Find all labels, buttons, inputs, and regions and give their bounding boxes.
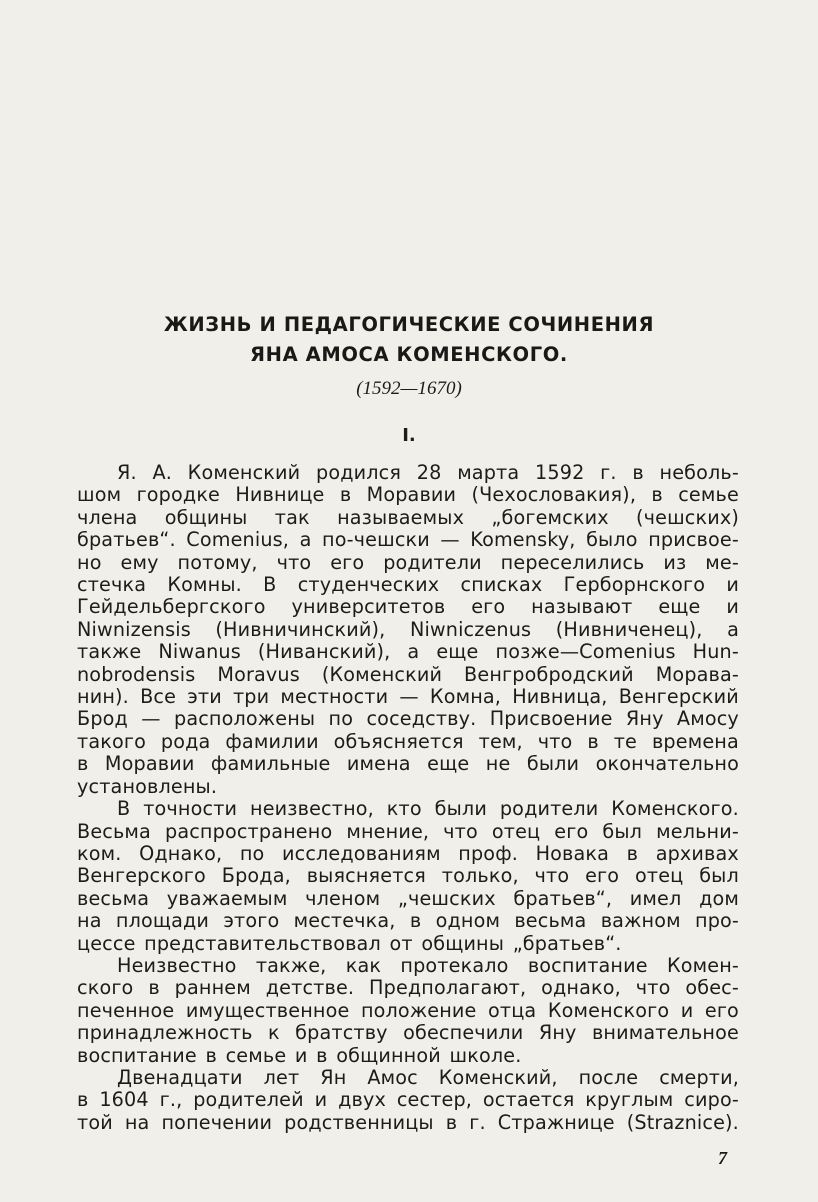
text-line [77,664,739,686]
section-number: I. [402,425,416,446]
word: был [602,819,643,843]
word: установлены. [77,774,218,798]
word: в [316,1043,328,1067]
word: Комны. [167,573,242,597]
word: Нивница, [512,685,608,709]
word: внимательное [591,1021,739,1045]
word: и [294,1043,308,1067]
word: попечении [161,1110,273,1134]
text-line [77,753,739,775]
word: те [613,729,638,753]
word: принадлежность [77,1021,253,1045]
word: отец [634,864,684,888]
text-line [77,686,739,708]
word: Однако, [139,841,223,865]
word: в [77,1088,89,1112]
word: университетов [291,595,446,619]
word: „чешских [397,886,496,910]
word: Niwnizensis [77,617,191,641]
word: про- [695,909,739,933]
word: родственницы [284,1110,434,1134]
word: его [330,550,365,574]
word: Яну [538,1021,577,1045]
text-line [77,596,739,618]
word: общины [164,505,248,529]
word: семье [678,483,739,507]
word: в [445,1110,458,1134]
word: переселились [500,550,645,574]
word: 1592 [535,461,585,484]
text-line [77,1045,739,1067]
word: детстве. [265,976,355,1000]
word: фамилии [225,729,319,753]
word: потому, [177,550,258,574]
word: ему [120,550,159,574]
word: Комен- [666,953,739,977]
word: воспитание [77,1043,197,1067]
text-line [77,798,739,820]
text-line [77,865,739,887]
word: Komensky, [470,528,576,552]
word: кто [386,797,422,821]
word: Неизвестно [117,953,237,977]
word: мельни- [656,819,739,843]
word: (Коменский [321,662,443,686]
text-line [77,933,739,955]
word: положение [360,998,477,1022]
word: что [534,864,570,888]
word: только, [441,864,519,888]
text-line [77,529,739,551]
word: В [117,797,131,821]
text-line [77,1089,739,1111]
word: по [328,707,354,731]
word: — [440,528,460,552]
chapter-title-line-1: ЖИЗНЬ И ПЕДАГОГИЧЕСКИЕ СОЧИНЕНИЯ [163,313,655,336]
word: воспитание [527,953,648,977]
word: были [434,797,487,821]
word: протекало [400,953,509,977]
word: членом [305,886,381,910]
word: еще [436,640,479,664]
word: братьев“. [77,528,176,552]
word: мнение, [346,819,430,843]
word: (Ниванский), [257,640,391,664]
word: Ян [320,1065,347,1089]
word: родители [499,797,599,821]
word: общины [421,931,505,955]
word: Комна, [429,685,502,709]
word: от [389,931,413,955]
word: братству [295,1021,388,1045]
word: что [276,550,312,574]
word: его [471,595,506,619]
word: круглым [585,1088,674,1112]
word: семье [225,1043,287,1067]
word: три [232,685,270,709]
word: еще [658,595,701,619]
word: (чешских) [636,505,739,529]
word: дом [699,886,739,910]
word: цессе [77,931,136,955]
word: так [274,505,310,529]
word: объясняется [333,729,464,753]
word: из [663,550,687,574]
word: г., [159,1088,183,1112]
word: Стражнице [497,1110,615,1134]
word: марта [457,461,520,484]
word: архивах [655,841,739,865]
word: был [699,864,739,888]
chapter-title-line-2: ЯНА АМОСА КОМЕНСКОГО. [250,343,568,366]
word: называемых [337,505,465,529]
text-line [77,955,739,977]
word: обеспечили [403,1021,524,1045]
word: в [626,841,639,865]
word: нин). [77,685,129,709]
word: такого [77,729,146,753]
text-line [77,641,739,663]
word: Моравии [366,483,457,507]
text-line [77,507,739,529]
word: что [537,729,573,753]
word: Niwanus [158,640,241,664]
text-line [77,888,739,910]
life-dates: (1592—1670) [356,378,462,399]
word: — [141,707,161,731]
word: г. [469,1110,486,1134]
word: в [205,1043,217,1067]
word: родителей [193,1088,304,1112]
word: весьма [514,909,587,933]
text-line [77,977,739,999]
word: печенное [77,998,175,1022]
word: расположены [173,707,316,731]
word: важном [600,909,681,933]
word: представительствовал [144,931,381,955]
word: лет [263,1065,300,1089]
word: его [585,864,620,888]
word: Все [140,685,177,709]
word: не [485,752,511,776]
word: на [124,1110,150,1134]
word: и [726,595,739,619]
word: студенческих [297,573,440,597]
word: к [267,1021,280,1045]
word: Венгерский [618,685,739,709]
word: еще [427,752,470,776]
word: Нивнице [235,483,325,507]
word: Предполагают, [369,976,527,1000]
word: были [526,752,580,776]
text-line [77,776,739,798]
word: сиро- [684,1088,739,1112]
word: В [263,573,277,597]
word: члена [77,505,138,529]
text-line [77,462,739,484]
word: (Straznice). [626,1110,739,1134]
word: стечка [77,573,147,597]
word: Гейдельбергского [77,595,266,619]
word: а [407,640,420,664]
word: Коменского [547,998,670,1022]
word: общинной [336,1043,441,1067]
word: в [632,461,644,484]
word: в [148,976,160,1000]
word: списках [460,573,543,597]
word: соседству. [366,707,477,731]
word: Comenius, [186,528,290,552]
word: также [77,640,142,664]
word: сестер, [396,1088,473,1112]
word: имена [346,752,411,776]
text-line [77,843,739,865]
word: присвое- [648,528,739,552]
word: ме- [705,550,739,574]
word: эти [187,685,222,709]
word: 1604 [99,1088,149,1112]
word: окончательно [595,752,739,776]
text-line [77,552,739,574]
word: было [586,528,638,552]
word: что [635,976,671,1000]
text-line [77,574,739,596]
word: времена [651,729,739,753]
word: рода [160,729,211,753]
word: г. [600,461,617,484]
word: однако, [541,976,621,1000]
word: Венгерского [77,864,206,888]
word: и [314,1088,328,1112]
text-line [77,708,739,730]
word: раннем [174,976,251,1000]
word: его [704,998,739,1022]
word: 28 [416,461,442,484]
word: смерти, [659,1065,739,1089]
word: городке [136,483,221,507]
text-line [77,1022,739,1044]
word: остается [482,1088,575,1112]
word: ского [77,976,134,1000]
word: братьев“, [513,886,613,910]
word: Коменского. [611,797,739,821]
word: двух [338,1088,386,1112]
word: местности [280,685,389,709]
word: называют [531,595,633,619]
body-text [77,462,739,1134]
word: Амос [367,1065,418,1089]
word: фамильные [210,752,331,776]
word: неболь- [659,461,739,484]
word: после [578,1065,639,1089]
text-line [77,731,739,753]
word: по-чешски [322,528,430,552]
word: Амосу [676,707,739,731]
text-line [77,619,739,641]
word: весьма [77,886,150,910]
word: Весьма [77,819,151,843]
word: как [345,953,382,977]
word: nobrodensis [77,662,196,686]
word: по [239,841,265,865]
word: одном [435,909,501,933]
word: — [399,685,419,709]
word: площади [115,909,210,933]
word: в [409,909,422,933]
word: Hun- [692,640,739,664]
text-line [77,1112,739,1134]
word: также, [255,953,327,977]
word: Герборнского [563,573,706,597]
word: Венгробродский [464,662,634,686]
word: ком. [77,841,122,865]
word: (Чехословакия), [471,483,637,507]
word: школе. [449,1043,522,1067]
word: уважаемым [166,886,288,910]
word: точности [143,797,238,821]
word: в [651,483,663,507]
word: „богемских [491,505,609,529]
word: отец [491,819,541,843]
word: Брод [77,707,128,731]
text-line [77,1000,739,1022]
word: неизвестно, [250,797,374,821]
page-number: 7 [718,1148,727,1168]
word: (Нивничинский), [215,617,386,641]
word: Коменский [187,461,301,484]
word: имел [629,886,682,910]
word: Двенадцати [117,1065,243,1089]
word: и [726,573,739,597]
word: родился [316,461,402,484]
word: а [727,617,739,641]
word: (Нивниченец), [555,617,703,641]
text-line [77,484,739,506]
word: выясняется [306,864,426,888]
word: Брода, [221,864,291,888]
word: но [77,550,102,574]
word: Моравии [104,752,195,776]
word: родители [383,550,482,574]
text-line [77,821,739,843]
word: и [680,998,694,1022]
word: Морава- [655,662,739,686]
word: А. [152,461,172,484]
word: Moravus [217,662,300,686]
text-line [77,910,739,932]
word: „братьев“. [512,931,622,955]
word: в [587,729,599,753]
word: имущественное [185,998,350,1022]
word: в [77,752,89,776]
word: а [299,528,312,552]
word: распространено [164,819,333,843]
word: в [339,483,352,507]
word: исследованиям [282,841,441,865]
word: Яну [625,707,664,731]
word: Присвоение [489,707,613,731]
word: отца [488,998,537,1022]
word: его [554,819,589,843]
word: Коменский, [438,1065,558,1089]
word: тем, [478,729,523,753]
word: Niwniczenus [409,617,532,641]
word: Я. [117,461,137,484]
text-line [77,1067,739,1089]
word: на [77,909,102,933]
word: шом [77,483,122,507]
word: Новака [535,841,610,865]
word: проф. [458,841,518,865]
word: что [443,819,478,843]
word: той [77,1110,113,1134]
word: местечка, [293,909,396,933]
word: этого [223,909,280,933]
word: обес- [685,976,739,1000]
word: позже—Comenius [495,640,676,664]
